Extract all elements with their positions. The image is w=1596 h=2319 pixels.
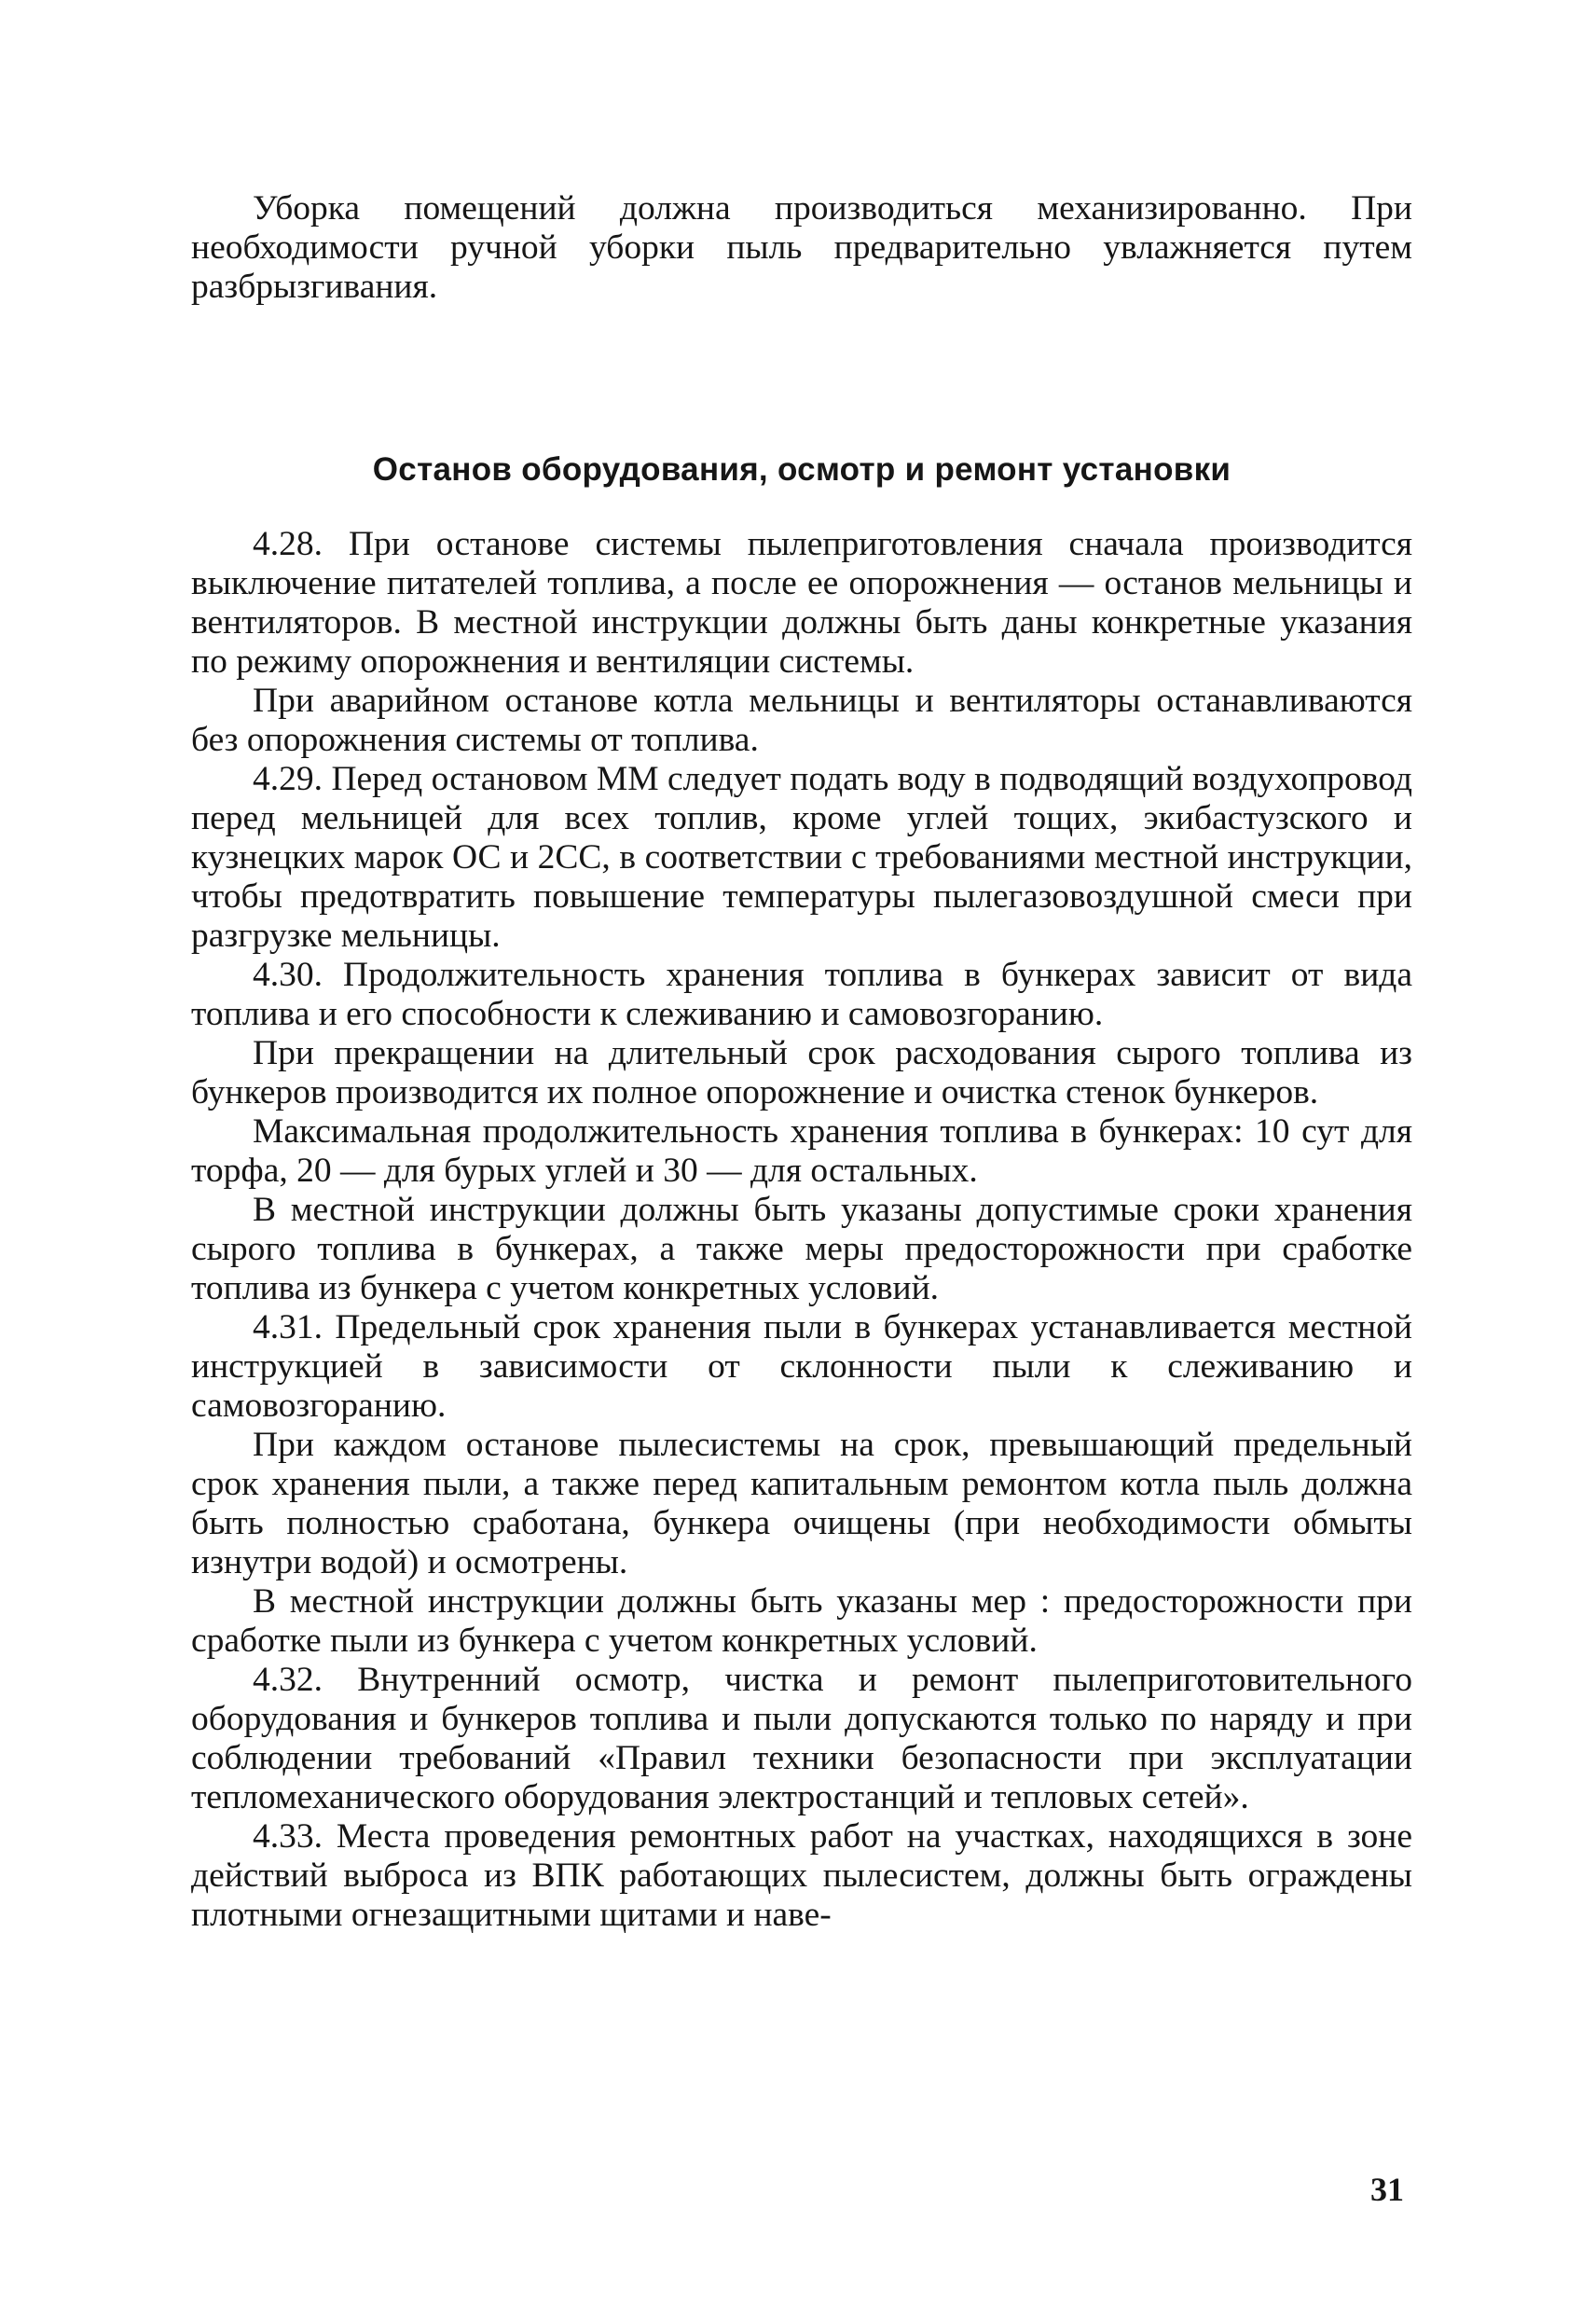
- paragraph-local-instruction-fuel: В местной инструкции должны быть указаны допустимые сроки хранения сырого топлива в бункерах, а также меры предосторожности при сработке топлива из бункера с учетом конкретных условий.: [191, 1191, 1412, 1307]
- paragraph-max-storage: Максимальная продолжительность хранения топлива в бункерах: 10 сут для торфа, 20 — для бурых углей и 30 — для остальных.: [191, 1112, 1412, 1190]
- intro-paragraph: Уборка помещений должна производиться механизированно. При необходимости ручной уборки пыль предварительно увлажняется путем разбрызгивания.: [191, 189, 1412, 306]
- paragraph-local-instruction-dust: В местной инструкции должны быть указаны мер : предосторожности при сработке пыли из бункера с учетом конкретных условий.: [191, 1582, 1412, 1660]
- paragraph-emergency-stop: При аварийном останове котла мельницы и вентиляторы останавливаются без опорожнения системы от топлива.: [191, 682, 1412, 759]
- paragraph-4-30: 4.30. Продолжительность хранения топлива в бункерах зависит от вида топлива и его способности к слеживанию и самовозгоранию.: [191, 956, 1412, 1033]
- paragraph-4-31: 4.31. Предельный срок хранения пыли в бункерах устанавливается местной инструкцией в зависимости от склонности пыли к слеживанию и самовозгоранию.: [191, 1308, 1412, 1425]
- intro-block: [191, 189, 1412, 307]
- paragraph-4-33: 4.33. Места проведения ремонтных работ на участках, находящихся в зоне действий выброса из ВПК работающих пылесистем, должны быть ограждены плотными огнезащитными щитами и наве-: [191, 1817, 1412, 1934]
- paragraph-4-32: 4.32. Внутренний осмотр, чистка и ремонт пылеприготовительного оборудования и бункеров топлива и пыли допускаются только по наряду и при соблюдении требований «Правил техники безопасности при эксплуатации тепломеханического оборудования электростанций и тепловых сетей».: [191, 1661, 1412, 1816]
- paragraph-4-28: 4.28. При останове системы пылеприготовления сначала производится выключение питателей топлива, а после ее опорожнения — останов мельницы и вентиляторов. В местной инструкции должны быть даны конкретные указания по режиму опорожнения и вентиляции системы.: [191, 525, 1412, 681]
- section-body: [191, 525, 1412, 1935]
- page-number: 31: [1370, 2171, 1404, 2208]
- section-heading: Останов оборудования, осмотр и ремонт установки: [372, 451, 1231, 488]
- paragraph-long-stop: При прекращении на длительный срок расходования сырого топлива из бункеров производится их полное опорожнение и очистка стенок бункеров.: [191, 1034, 1412, 1111]
- paragraph-4-29: 4.29. Перед остановом ММ следует подать воду в подводящий воздухопровод перед мельницей для всех топлив, кроме углей тощих, экибастузского и кузнецких марок ОС и 2СС, в соответствии с требованиями местной инструкции, чтобы предотвратить повышение температуры пылегазовоздушной смеси при разгрузке мельницы.: [191, 760, 1412, 955]
- paragraph-each-stop: При каждом останове пылесистемы на срок, превышающий предельный срок хранения пыли, а также перед капитальным ремонтом котла пыль должна быть полностью сработана, бункера очищены (при необходимости обмыты изнутри водой) и осмотрены.: [191, 1426, 1412, 1581]
